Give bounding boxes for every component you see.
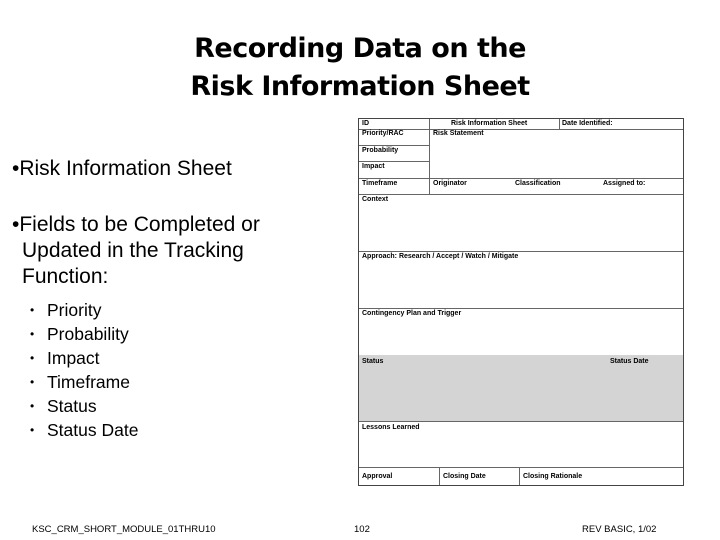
divider xyxy=(519,467,520,485)
id-label: ID xyxy=(362,120,369,127)
field-list xyxy=(30,298,138,442)
originator-label: Originator xyxy=(433,180,467,187)
contingency-label: Contingency Plan and Trigger xyxy=(362,310,462,317)
list-item-label: Status xyxy=(47,396,97,416)
list-item-label: Priority xyxy=(47,300,102,320)
lessons-learned-label: Lessons Learned xyxy=(362,424,420,431)
status-date-label: Status Date xyxy=(610,358,649,365)
list-item xyxy=(30,346,138,370)
impact-row xyxy=(359,119,683,179)
title-line-2: Risk Information Sheet xyxy=(190,71,530,102)
bullet-glyph: • xyxy=(30,399,35,413)
closing-rationale-label: Closing Rationale xyxy=(523,473,583,480)
risk-statement-label: Risk Statement xyxy=(433,130,484,137)
timeframe-label: Timeframe xyxy=(362,180,398,187)
sheet-title-label: Risk Information Sheet xyxy=(451,120,528,127)
probability-label: Probability xyxy=(362,147,399,154)
list-item xyxy=(30,394,138,418)
bullet-glyph: • xyxy=(30,327,35,341)
classification-label: Classification xyxy=(515,180,561,187)
footer-module-id: KSC_CRM_SHORT_MODULE_01THRU10 xyxy=(32,524,216,535)
closing-date-label: Closing Date xyxy=(443,473,486,480)
list-item xyxy=(30,322,138,346)
bullet-fields-line-1: •Fields to be Completed or xyxy=(12,213,260,236)
list-item xyxy=(30,418,138,442)
list-item-label: Probability xyxy=(47,324,129,344)
status-label: Status xyxy=(362,358,384,365)
footer-revision: REV BASIC, 1/02 xyxy=(582,524,657,535)
list-item xyxy=(30,298,138,322)
assigned-to-label: Assigned to: xyxy=(603,180,646,187)
approach-label: Approach: Research / Accept / Watch / Mitigate xyxy=(362,253,519,260)
bullet-glyph: • xyxy=(30,303,35,317)
impact-label: Impact xyxy=(362,163,385,170)
bullet-fields-line-2: Updated in the Tracking xyxy=(22,239,244,262)
divider xyxy=(439,467,440,485)
bullet-fields-to-complete xyxy=(12,212,342,290)
bullet-glyph: • xyxy=(30,375,35,389)
footer-page-number: 102 xyxy=(354,524,370,535)
bullet-glyph: • xyxy=(30,423,35,437)
priority-rac-label: Priority/RAC xyxy=(362,130,404,137)
list-item-label: Impact xyxy=(47,348,100,368)
divider xyxy=(429,178,430,194)
bullet-glyph: • xyxy=(30,351,35,365)
page-title xyxy=(0,30,720,106)
bullet-fields-line-3: Function: xyxy=(22,265,109,288)
date-identified-label: Date Identified: xyxy=(562,120,613,127)
bullet-risk-information-sheet: •Risk Information Sheet xyxy=(12,157,232,180)
list-item-label: Timeframe xyxy=(47,372,130,392)
context-row xyxy=(359,194,683,252)
context-label: Context xyxy=(362,196,389,203)
approval-label: Approval xyxy=(362,473,393,480)
risk-information-sheet-form xyxy=(358,118,684,486)
list-item-label: Status Date xyxy=(47,420,139,440)
list-item xyxy=(30,370,138,394)
title-line-1: Recording Data on the xyxy=(194,33,526,64)
